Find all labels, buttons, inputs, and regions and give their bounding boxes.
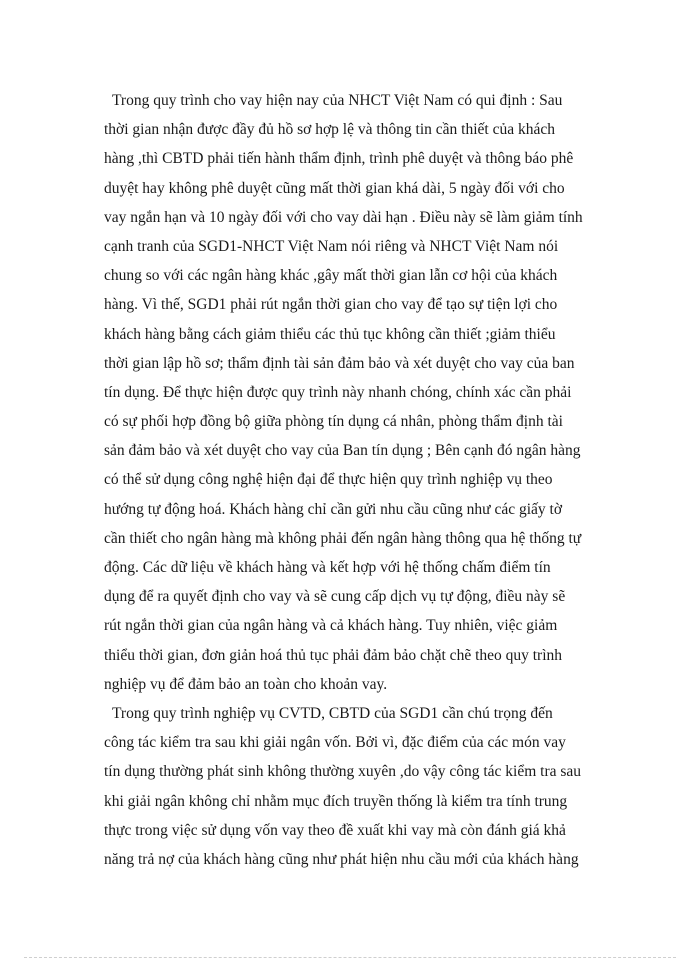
- text-line: nghiệp vụ để đảm bảo an toàn cho khoản vay.: [104, 675, 388, 693]
- text-line: hàng ,thì CBTD phải tiến hành thẩm định, trình phê duyệt và thông báo phê: [104, 150, 574, 168]
- text-line: có sự phối hợp đồng bộ giữa phòng tín dụng cá nhân, phòng thẩm định tài: [104, 413, 563, 431]
- text-line: Trong quy trình nghiệp vụ CVTD, CBTD của SGD1 cần chú trọng đến: [112, 704, 553, 722]
- text-line: cần thiết cho ngân hàng mà không phải đến ngân hàng thông qua hệ thống tự: [104, 529, 582, 547]
- paragraph-2: [104, 699, 604, 874]
- text-line: tín dụng thường phát sinh không thường xuyên ,do vậy công tác kiểm tra sau: [104, 763, 582, 781]
- text-line: dụng để ra quyết định cho vay và sẽ cung cấp dịch vụ tự động, điều này sẽ: [104, 588, 566, 606]
- text-line: khách hàng bằng cách giảm thiểu các thủ tục không cần thiết ;giảm thiểu: [104, 325, 556, 343]
- text-line: khi giải ngân không chỉ nhằm mục đích truyền thống là kiểm tra tính trung: [104, 792, 568, 810]
- text-line: Trong quy trình cho vay hiện nay của NHCT Việt Nam có qui định : Sau: [112, 92, 563, 109]
- text-line: rút ngắn thời gian của ngân hàng và cả khách hàng. Tuy nhiên, việc giảm: [104, 617, 558, 635]
- text-line: thời gian lập hồ sơ; thẩm định tài sản đảm bảo và xét duyệt cho vay của ban: [104, 354, 575, 372]
- text-line: tín dụng. Để thực hiện được quy trình này nhanh chóng, chính xác cần phải: [104, 383, 572, 401]
- document-body: [104, 86, 604, 874]
- text-line: vay ngắn hạn và 10 ngày đối với cho vay dài hạn . Điều này sẽ làm giảm tính: [104, 208, 583, 226]
- text-line: thời gian nhận được đầy đủ hồ sơ hợp lệ và thông tin cần thiết của khách: [104, 121, 555, 139]
- page-bottom-divider: [24, 957, 676, 958]
- text-line: thực trong việc sử dụng vốn vay theo đề xuất khi vay mà còn đánh giá khả: [104, 821, 566, 839]
- text-line: chung so với các ngân hàng khác ,gây mất thời gian lẫn cơ hội của khách: [104, 267, 558, 285]
- text-line: thiểu thời gian, đơn giản hoá thủ tục phải đảm bảo chặt chẽ theo quy trình: [104, 646, 563, 664]
- paragraph-1: [104, 86, 604, 699]
- text-line: có thể sử dụng công nghệ hiện đại để thực hiện quy trình nghiệp vụ theo: [104, 471, 553, 489]
- text-line: hướng tự động hoá. Khách hàng chỉ cần gửi nhu cầu cũng như các giấy tờ: [104, 500, 563, 518]
- text-line: hàng. Vì thế, SGD1 phải rút ngắn thời gian cho vay để tạo sự tiện lợi cho: [104, 296, 558, 314]
- text-line: công tác kiểm tra sau khi giải ngân vốn. Bởi vì, đặc điểm của các món vay: [104, 734, 566, 752]
- text-line: duyệt hay không phê duyệt cũng mất thời gian khá dài, 5 ngày đối với cho: [104, 179, 565, 197]
- text-line: cạnh tranh của SGD1-NHCT Việt Nam nói riêng và NHCT Việt Nam nói: [104, 237, 559, 255]
- text-line: năng trả nợ của khách hàng cũng như phát hiện nhu cầu mới của khách hàng: [104, 850, 579, 868]
- text-line: sản đảm bảo và xét duyệt cho vay của Ban tín dụng ; Bên cạnh đó ngân hàng: [104, 442, 581, 460]
- text-line: động. Các dữ liệu về khách hàng và kết hợp với hệ thống chấm điểm tín: [104, 559, 551, 576]
